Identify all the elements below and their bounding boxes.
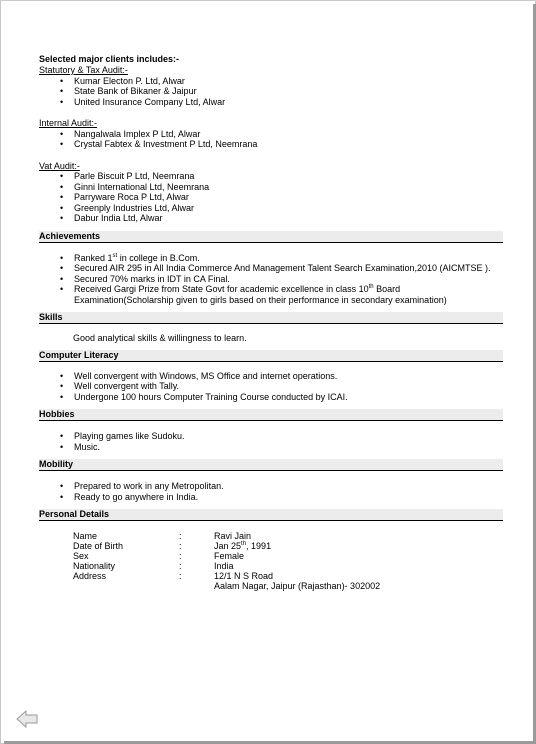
- list-item: • Secured AIR 295 in All India Commerce And Management Talent Search Examination,2010 (AICMTSE ).: [74, 263, 503, 274]
- colon: :: [179, 551, 182, 561]
- table-row: [73, 531, 380, 541]
- computer-literacy-list: [39, 371, 503, 403]
- computer-literacy-section-header: Computer Literacy: [39, 350, 503, 362]
- list-item: • Ginni International Ltd, Neemrana: [74, 182, 503, 193]
- colon: :: [179, 561, 182, 571]
- list-item: • Playing games like Sudoku.: [74, 431, 503, 442]
- list-item: • Ready to go anywhere in India.: [74, 492, 503, 503]
- list-item: • Music.: [74, 442, 503, 453]
- internal-audit-title: Internal Audit:-: [39, 118, 98, 128]
- nationality-label: Nationality: [73, 561, 116, 571]
- list-item: • United Insurance Company Ltd, Alwar: [74, 97, 503, 108]
- vat-audit-list: [39, 171, 503, 224]
- list-item: • Crystal Fabtex & Investment P Ltd, Neemrana: [74, 139, 503, 150]
- list-item: • Nangalwala Implex P Ltd, Alwar: [74, 129, 503, 140]
- vat-audit-title: Vat Audit:-: [39, 160, 80, 171]
- achievements-list: [39, 253, 503, 306]
- sex-label: Sex: [73, 551, 89, 561]
- list-item: • Ranked 1st in college in B.Com.: [74, 253, 503, 264]
- list-item: • Well convergent with Tally.: [74, 381, 503, 392]
- list-item: • Well convergent with Windows, MS Office and internet operations.: [74, 371, 503, 382]
- skills-section-header: Skills: [39, 312, 503, 324]
- resume-content: [39, 54, 503, 591]
- internal-audit-list: [39, 129, 503, 150]
- list-item: • Undergone 100 hours Computer Training Course conducted by ICAI.: [74, 392, 503, 403]
- personal-details-section-header: Personal Details: [39, 509, 503, 521]
- list-item: • Kumar Electon P. Ltd, Alwar: [74, 76, 503, 87]
- dob-value: Jan 25th, 1991: [214, 541, 272, 551]
- skills-text: Good analytical skills & willingness to learn.: [73, 333, 247, 343]
- list-item: • Greenply Industries Ltd, Alwar: [74, 203, 503, 214]
- list-item: • Parle Biscuit P Ltd, Neemrana: [74, 171, 503, 182]
- name-value: Ravi Jain: [214, 531, 252, 541]
- address-label: Address: [73, 571, 107, 581]
- list-item: • Prepared to work in any Metropolitan.: [74, 481, 503, 492]
- table-row: [73, 541, 380, 551]
- nationality-value: India: [214, 561, 234, 571]
- statutory-audit-list: [39, 76, 503, 108]
- dob-label: Date of Birth: [73, 541, 124, 551]
- hobbies-section-header: Hobbies: [39, 409, 503, 421]
- statutory-audit-title: Statutory & Tax Audit:-: [39, 65, 128, 75]
- name-label: Name: [73, 531, 98, 541]
- mobility-section-header: Mobility: [39, 459, 503, 471]
- colon: :: [179, 541, 182, 551]
- back-arrow-icon[interactable]: [16, 710, 38, 728]
- table-row: [73, 571, 380, 591]
- clients-heading: Selected major clients includes:-: [39, 54, 180, 64]
- list-item: • Parryware Roca P Ltd, Alwar: [74, 192, 503, 203]
- mobility-list: [39, 481, 503, 502]
- table-row: [73, 551, 380, 561]
- table-row: [73, 561, 380, 571]
- list-item: • Received Gargi Prize from State Govt for academic excellence in class 10th Board Examination(Scholarship given to girls based on their performance in secondary examination): [74, 284, 499, 305]
- list-item: • State Bank of Bikaner & Jaipur: [74, 86, 503, 97]
- list-item: • Secured 70% marks in IDT in CA Final.: [74, 274, 503, 285]
- colon: :: [179, 531, 182, 541]
- personal-details-table: [73, 531, 380, 591]
- hobbies-list: [39, 431, 503, 452]
- colon: :: [179, 571, 182, 581]
- address-value: 12/1 N S Road Aalam Nagar, Jaipur (Rajasthan)- 302002: [214, 571, 381, 591]
- list-item: • Dabur India Ltd, Alwar: [74, 213, 503, 224]
- achievements-section-header: Achievements: [39, 231, 503, 243]
- sex-value: Female: [214, 551, 245, 561]
